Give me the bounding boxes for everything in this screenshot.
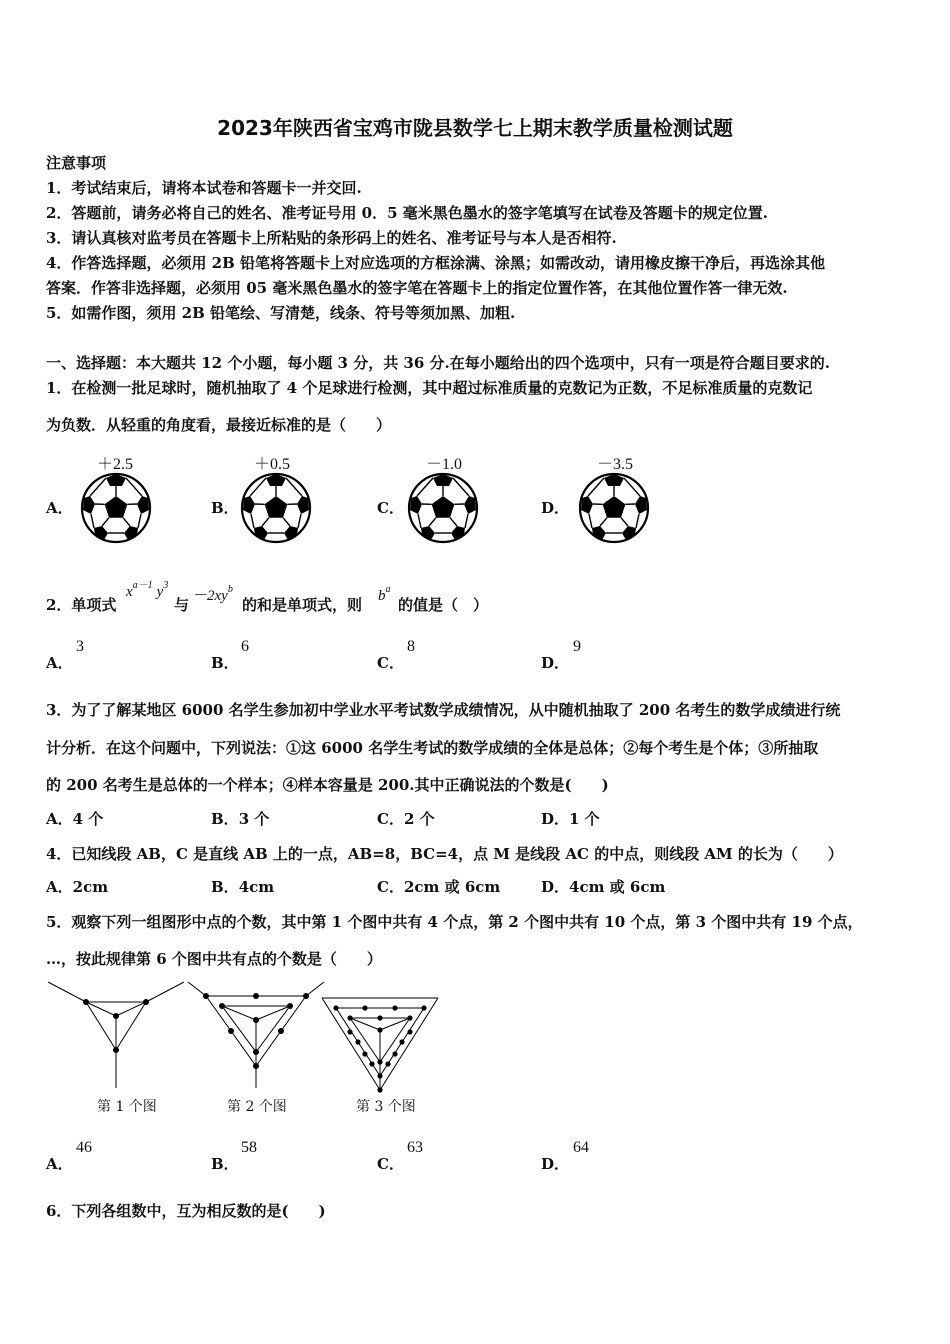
q3-option-a-label: A． — [46, 810, 73, 828]
q3-option-b-label: B． — [211, 810, 239, 828]
q5-option-d-label: D． — [541, 1155, 570, 1173]
q4-option-b-value: 4cm — [238, 878, 275, 896]
q4-option-b-label: B． — [211, 878, 239, 896]
q3-option-b-value: 3 个 — [238, 810, 270, 828]
q1-option-d-value: －3.5 — [597, 456, 634, 473]
q2-option-b-label: B． — [211, 654, 239, 672]
q5-caption-2: 第 2 个图 — [227, 1099, 287, 1115]
q6-line1: 6．下列各组数中，互为相反数的是( ) — [46, 1202, 326, 1220]
soccer-ball-icon-d — [578, 472, 650, 544]
q5-line2: …，按此规律第 6 个图中共有点的个数是（ ） — [46, 950, 382, 968]
q5-option-c-label: C． — [377, 1155, 404, 1173]
q3-line2: 计分析．在这个问题中，下列说法：①这 6000 名学生考试的数学成绩的全体是总体；②每个考生是个体；③所抽取 — [46, 739, 819, 757]
q4-option-b — [211, 876, 274, 897]
q5-option-b-label: B． — [211, 1155, 239, 1173]
q2-m1-exp2: 3 — [163, 580, 169, 591]
q1-option-c-value: －1.0 — [426, 456, 463, 473]
page-title: 2023年陕西省宝鸡市陇县数学七上期末教学质量检测试题 — [217, 116, 733, 140]
q2-m3-base: b — [378, 588, 386, 604]
notice-item-4-cont: 答案．作答非选择题，必须用 05 毫米黑色墨水的签字笔在答题卡上的指定位置作答，在其他位置作答一律无效. — [46, 279, 788, 297]
q2-m2-exp: b — [227, 584, 233, 595]
q2-m3-exp: a — [385, 584, 391, 595]
q2-option-a-value: 3 — [76, 638, 84, 655]
q1-option-d-label: D． — [541, 499, 570, 517]
q4-line1: 4．已知线段 AB，C 是直线 AB 上的一点，AB=8，BC=4，点 M 是线段 AC 的中点，则线段 AM 的长为（ ） — [46, 845, 843, 863]
notice-item-5: 5．如需作图，须用 2B 铅笔绘、写清楚，线条、符号等须加黑、加粗. — [46, 304, 516, 322]
q1-option-a-label: A． — [46, 499, 73, 517]
q4-option-c-value: 2cm 或 6cm — [403, 878, 501, 896]
q4-option-d — [541, 876, 665, 897]
q2-option-d-label: D． — [541, 654, 570, 672]
q3-option-b — [211, 808, 269, 829]
q4-option-d-value: 4cm 或 6cm — [569, 878, 666, 896]
soccer-ball-icon-c — [407, 472, 479, 544]
q5-figure-1 — [46, 980, 186, 1090]
q2-prefix: 2．单项式 — [46, 596, 117, 614]
q5-caption-1: 第 1 个图 — [97, 1099, 157, 1115]
q3-option-d-label: D． — [541, 810, 570, 828]
q3-option-d — [541, 808, 600, 829]
q2-option-c-label: C． — [377, 654, 404, 672]
q3-option-a — [46, 808, 103, 829]
q5-option-a-label: A． — [46, 1155, 73, 1173]
q3-option-c — [377, 808, 435, 829]
q1-option-b-label: B． — [211, 499, 239, 517]
q5-option-b-value: 58 — [241, 1139, 257, 1156]
q3-line3: 的 200 名考生是总体的一个样本；④样本容量是 200.其中正确说法的个数是( ) — [46, 776, 609, 794]
q4-option-a-label: A． — [46, 878, 73, 896]
notice-item-2: 2．答题前，请务必将自己的姓名、准考证号用 0．5 毫米黑色墨水的签字笔填写在试卷及答题卡的规定位置. — [46, 204, 768, 222]
notice-item-1: 1．考试结束后，请将本试卷和答题卡一并交回. — [46, 179, 362, 197]
q3-option-a-value: 4 个 — [72, 810, 104, 828]
notice-item-3: 3．请认真核对监考员在答题卡上所粘贴的条形码上的姓名、准考证号与本人是否相符. — [46, 229, 617, 247]
q1-option-b-value: ＋0.5 — [254, 456, 291, 473]
q1-option-c-label: C． — [377, 499, 404, 517]
q4-option-a — [46, 876, 108, 897]
q4-option-d-label: D． — [541, 878, 570, 896]
q2-monomial-3 — [378, 586, 391, 605]
q2-connector: 与 — [174, 596, 190, 614]
q1-option-a-value: ＋2.5 — [97, 456, 134, 473]
section-header: 一、选择题：本大题共 12 个小题，每小题 3 分，共 36 分.在每小题给出的四个选项中，只有一项是符合题目要求的. — [46, 354, 830, 372]
q4-option-c — [377, 876, 500, 897]
q2-m2: －2xy — [192, 588, 228, 604]
q2-m1-exp1: a－1 — [132, 580, 153, 591]
q5-option-a-value: 46 — [76, 1139, 92, 1156]
notice-heading: 注意事项 — [46, 154, 107, 172]
q3-option-d-value: 1 个 — [569, 810, 600, 828]
q2-suffix: 的值是（ ） — [398, 596, 489, 614]
q5-figure-3 — [320, 994, 440, 1094]
q3-option-c-value: 2 个 — [403, 810, 435, 828]
q5-option-c-value: 63 — [407, 1139, 423, 1156]
soccer-ball-icon-b — [240, 472, 312, 544]
q2-option-b-value: 6 — [241, 638, 249, 655]
q3-option-c-label: C． — [377, 810, 404, 828]
q2-m1-base1: x — [126, 584, 133, 600]
notice-item-4: 4．作答选择题，必须用 2B 铅笔将答题卡上对应选项的方框涂满、涂黑；如需改动，请用橡皮擦干净后，再选涂其他 — [46, 254, 826, 272]
q4-option-a-value: 2cm — [72, 878, 109, 896]
q1-line1: 1．在检测一批足球时，随机抽取了 4 个足球进行检测，其中超过标准质量的克数记为正数，不足标准质量的克数记 — [46, 379, 813, 397]
q2-m1-base2: y — [156, 584, 164, 600]
q3-line1: 3．为了了解某地区 6000 名学生参加初中学业水平考试数学成绩情况，从中随机抽取了 200 名考生的数学成绩进行统 — [46, 701, 841, 719]
q1-line2: 为负数．从轻重的角度看，最接近标准的是（ ） — [46, 416, 392, 434]
q2-monomial-2 — [192, 584, 233, 605]
soccer-ball-icon-a — [80, 472, 152, 544]
q2-option-a-label: A． — [46, 654, 73, 672]
q4-option-c-label: C． — [377, 878, 404, 896]
q5-figure-2 — [186, 980, 326, 1090]
q5-option-d-value: 64 — [573, 1139, 589, 1156]
q5-caption-3: 第 3 个图 — [356, 1099, 416, 1115]
q2-middle: 的和是单项式，则 — [242, 596, 363, 614]
q2-option-c-value: 8 — [407, 638, 415, 655]
q5-line1: 5．观察下列一组图形中点的个数，其中第 1 个图中共有 4 个点，第 2 个图中共有 10 个点，第 3 个图中共有 19 个点， — [46, 913, 863, 931]
q2-monomial-1 — [126, 582, 168, 601]
q2-option-d-value: 9 — [573, 638, 581, 655]
